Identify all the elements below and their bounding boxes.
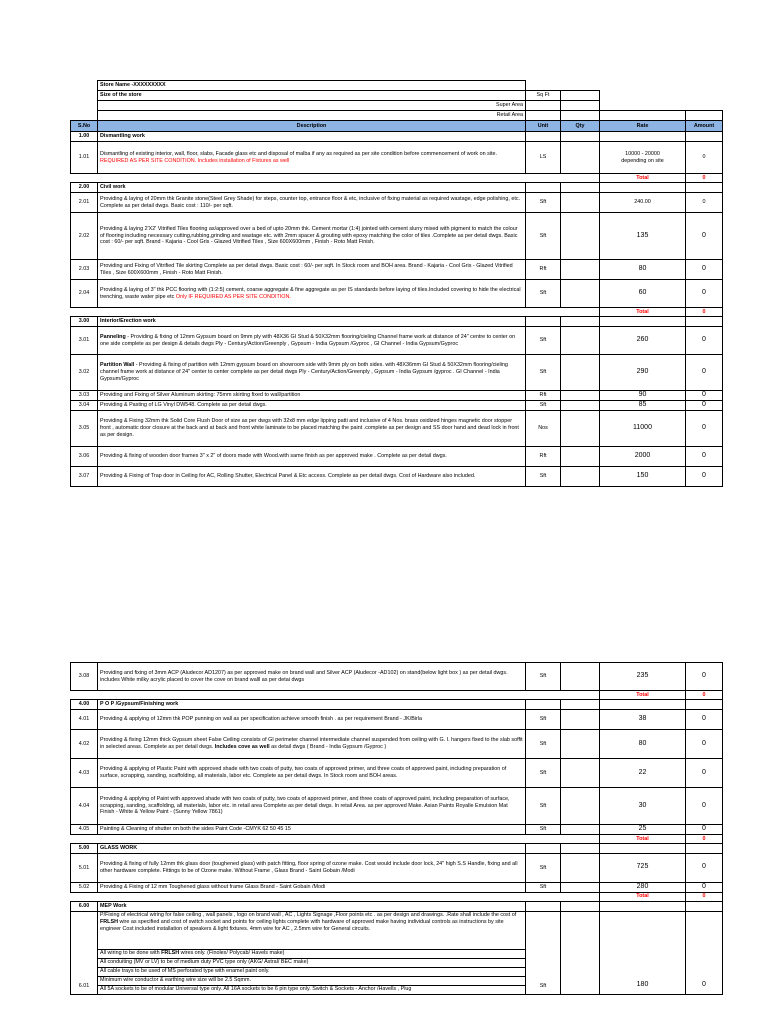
item-unit: LS [526,142,561,174]
item-rate: 135 [600,213,686,260]
item-rate: 38 [600,710,686,730]
section-number: 5.00 [71,843,98,853]
section-title: Interior/Erection work [98,317,526,327]
item-rate: 180 [600,911,686,994]
table-row [71,466,723,486]
item-amount: 0 [686,400,723,410]
table-row [71,882,723,892]
item-amount: 0 [686,355,723,391]
total-label: Total [600,892,686,901]
item-number: 4.04 [71,788,98,825]
col-unit: Unit [526,121,561,132]
table-row [71,355,723,391]
section-number: 3.00 [71,317,98,327]
item-unit: Sft [526,788,561,825]
item-amount: 0 [686,466,723,486]
item-number: 3.02 [71,355,98,391]
table-row [71,193,723,213]
item-description: Providing and Fixing of Silver Aluminum skirting: 75mm skirting fixed to wall/partition [98,391,526,401]
item-amount: 0 [686,213,723,260]
item-number: 3.03 [71,391,98,401]
section-title: Civil work [98,183,526,193]
item-rate: 30 [600,788,686,825]
section-header [71,132,723,142]
col-rate: Rate [600,121,686,132]
section-header [71,700,723,710]
item-description: Providing & fixing of fully 12mm thk glass door (toughened glass) with patch fitting, floor spring of ozone make. Cost would include door lock, 24" high S.S Handle, fixing and all other hardware complete. Fittings to be of Ozone make. Without Frame , Glass Brand - Saint Gobain /Modi [98,853,526,882]
item-unit: Sft [526,730,561,759]
item-number: 2.02 [71,213,98,260]
item-description: P/Fixing of electrical wiring for false ceiling , wall panels , logo on brand wall , AC , Lights Signage ,Floor points etc . as per design and drawings. .Rate shall include the cost of FRLSH wire as specified and cost of switch socket and points for ceiling lights complete with hardware of approved make having individual controls as instructions by site engineer Cost included installation of speakers & light fixtures. 4mm wire for AC , 2.5mm wire for General circuits. All wiring to be done with FRLSH wires only. (Finolex/ Polycab/ Havels make) All conduiting (MV or LV) to be of medium duty PVC type only (AKG/ Astral/ BEC make) All cable trays to be used of MS perforated type with enamel paint only. Minimum wire conductor & earthing wire size will be 2.5 Sqmm. All 5A sockets to be of modular Universal type only. All 16A sockets to be 6 pin type only. Switch & Sockets - Anchor /Havells , Plug [98,911,526,994]
item-number: 2.04 [71,280,98,308]
col-amount: Amount [686,121,723,132]
item-rate: 2000 [600,446,686,466]
store-size-label: Size of the store [98,91,526,101]
item-description: Providing & Pasting of LG Vinyl DW548. Complete as per detail dwgs. [98,400,526,410]
item-description: Painting & Cleaning of shutter on both the sides Paint Code -CMYK 62 50 45 15 [98,825,526,835]
item-unit: Sft [526,280,561,308]
item-number: 1.01 [71,142,98,174]
item-rate: 725 [600,853,686,882]
col-description: Description [98,121,526,132]
table-row [71,911,723,994]
table-row [71,280,723,308]
section-number: 1.00 [71,132,98,142]
item-rate: 260 [600,327,686,355]
item-number: 3.08 [71,663,98,691]
item-unit: Sft [526,400,561,410]
section-total-row [71,834,723,843]
item-unit: Rft [526,391,561,401]
item-description: Providing & Fixing 32mm thk Solid Core Flush Door of size as per dwgs with 32x8 mm edge lipping patti and inclusive of 4 Nos. brass oxidized hinges magnetic door stopper front , automatic door closure at the back and at back and front white laminate to be placed matching the paint .complete as per design and SS door hand and dead lock in front as per design. [98,410,526,446]
item-amount: 0 [686,327,723,355]
item-amount: 0 [686,759,723,788]
item-unit: Rft [526,260,561,280]
super-area-label: Super Area [98,101,526,111]
table-row [71,663,723,691]
item-rate: 60 [600,280,686,308]
item-rate: 150 [600,466,686,486]
section-header [71,183,723,193]
section-title: GLASS WORK [98,843,526,853]
item-rate: 235 [600,663,686,691]
item-number: 2.03 [71,260,98,280]
item-number: 3.07 [71,466,98,486]
total-label: Total [600,174,686,183]
item-description: Providing & Fixing of 12 mm Toughened glass without frame Glass Brand - Saint Gobain /Modi [98,882,526,892]
item-description: Providing & laying of 3" thk PCC flooring with (1:2:5) cement, coarse aggregate & fine aggregate as per IS standards before laying of tiles.Included covering to hide the electrical trenching, waste water pipe etc Only IF REQUIRED AS PER SITE CONDITION. [98,280,526,308]
table-row [71,391,723,401]
section-total-row [71,691,723,700]
table-row [71,260,723,280]
item-number: 5.01 [71,853,98,882]
item-unit: Sft [526,710,561,730]
item-amount: 0 [686,260,723,280]
section-total-row [71,892,723,901]
item-rate: 25 [600,825,686,835]
table-row [71,759,723,788]
section-title: P O P /Gypsum/Finishing work [98,700,526,710]
total-value: 0 [686,691,723,700]
total-value: 0 [686,892,723,901]
item-unit: Sft [526,193,561,213]
item-rate: 90 [600,391,686,401]
item-amount: 0 [686,710,723,730]
item-description: Providing & fixing of wooden door frames 3" x 2" of doors made with Wood.with same finish as per approved make . Complete as per detail dwgs. [98,446,526,466]
item-number: 4.01 [71,710,98,730]
section-header [71,843,723,853]
item-description: Panneling - Providing & fixing of 12mm Gypsum board on 9mm ply with 48X36 GI Stud & 50X32mm flooring/cieling Channel frame work at distance of 24" centre to center on one side complete as per design & details dwgs Ply - Century/Action/Greenply , Gypsum - India Gypsum /Gyproc , GI Channel - India Gypsum/Gyproc [98,327,526,355]
item-amount: 0 [686,193,723,213]
item-description: Providing & applying of Plastic Paint with approved shade with two coats of putty, two coats of approved primer, and three coats of approved paint, including preparation of surface, scrapping, sanding, scaffolding, all materials, labor etc. Complete as per detail dwgs. In Stock room and BOH areas. [98,759,526,788]
item-rate: 280 [600,882,686,892]
table-row [71,327,723,355]
item-unit: Sft [526,663,561,691]
total-value: 0 [686,834,723,843]
total-label: Total [600,834,686,843]
item-unit: Sft [526,911,561,994]
table-row [71,853,723,882]
item-unit: Sft [526,327,561,355]
table-row [71,825,723,835]
retail-area-label: Retail Area [98,111,526,121]
section-total-row [71,174,723,183]
item-rate: 11000 [600,410,686,446]
total-label: Total [600,308,686,317]
section-title: MEP Work [98,901,526,911]
item-description: Providing & laying of 20mm thk Granite stone(Steel Grey Shade) for steps, counter top, entrance floor & etc, inclusive of fixing material as required wastage, edge polishing, etc. Complete as per detail dwgs. Basic cost : 110/- per sqft. [98,193,526,213]
item-description: Providing & laying 2'X2' Vitrified Tiles flooring as/approved over a bed of upto 20mm thk. Cement mortar (1:4) jointed with cement slurry mixed with pigment to match the colour of flooring including necessary cutting,rubbing,grinding and wastage etc. with 2mm spacer & grouting with epoxy matching the color of tiles .Complete as per detail dwgs. Basic cost : 60/- per sqft. Brand - Kajaria - Cool Gris - Glazed Vitrified Tiles , Size 600X600mm , Finish - Roto Matt Finish. [98,213,526,260]
item-unit: Sft [526,466,561,486]
item-unit: Sft [526,882,561,892]
item-number: 3.06 [71,446,98,466]
item-description: Providing & fixing 12mm thick Gypsum sheet False Ceiling consists of GI perimeter channel intermediate channel suspended from ceiling with G. I. hangers fixed to the slab soffit in selected areas. Complete as per detail dwgs. Includes cove as well as detail dwgs ( Brand - India Gypsum /Gyproc ) [98,730,526,759]
item-description: Partition Wall - Providing & fixing of partition with 12mm gypsum board on showroom side with 9mm ply on both sides. with 48X36mm GI Stud & 50X32mm flooring/cieling channel frame work at distance of 24" center to center complete as per detail dwgs Ply - Century/Action/Greenply , Gypsum - India Gypsum /gyproc . GI Channel - India Gypsum/Gyproc [98,355,526,391]
item-rate: 22 [600,759,686,788]
item-description: Providing and Fixing of Vitrified Tile skirting Complete as per detail dwgs. Basic cost : 60/- per sqft. In Stock room and BOH area. Brand - Kajaria - Cool Gris - Glazed Vitrified Tiles , Size 600X600mm , Finish - Roto Matt Finish. [98,260,526,280]
item-number: 4.02 [71,730,98,759]
item-amount: 0 [686,788,723,825]
item-description: Providing and fixing of 3mm ACP (Aludecor AD1207) as per approved make on brand wall and Silver ACP (Aludecor -AD102) on stand(below light box ) as per detail dwgs. includes White milky acrylic placed to cover the cove on brand walll as per detai dwgs [98,663,526,691]
item-amount: 0 [686,391,723,401]
table-row [71,710,723,730]
total-value: 0 [686,308,723,317]
section-header [71,317,723,327]
item-rate: 80 [600,730,686,759]
table-row [71,142,723,174]
item-rate: 10000 - 20000 depending on site [600,142,686,174]
item-amount: 0 [686,142,723,174]
table-header [71,121,723,132]
item-number: 4.03 [71,759,98,788]
item-amount: 0 [686,882,723,892]
item-unit: Sft [526,759,561,788]
item-unit: Sft [526,355,561,391]
item-number: 6.01 [71,911,98,994]
section-header [71,901,723,911]
sqft-unit: Sq Ft [526,91,561,101]
item-number: 2.01 [71,193,98,213]
item-description: Providing & Fixing of Trap door in Ceiling for AC, Rolling Shutter, Electrical Panel & Etc access. Complete as per detail dwgs. Cost of Hardware also included. [98,466,526,486]
item-number: 5.02 [71,882,98,892]
total-value: 0 [686,174,723,183]
item-rate: 240.00 [600,193,686,213]
col-sno: S.No [71,121,98,132]
item-amount: 0 [686,911,723,994]
item-unit: Rft [526,446,561,466]
section-title: Dismantling work [98,132,526,142]
item-description: Dismantling of existing interior, wall, floor, slabs, Facade glass etc and disposal of malba if any as required as per site condition before commencement of work on site. REQUIRED AS PER SITE CONDITION. Includes installation of Fixtures as well [98,142,526,174]
item-number: 3.04 [71,400,98,410]
table-row [71,410,723,446]
item-amount: 0 [686,730,723,759]
table-row [71,788,723,825]
item-rate: 85 [600,400,686,410]
col-qty: Qty [561,121,600,132]
item-amount: 0 [686,410,723,446]
table-row [71,400,723,410]
section-number: 4.00 [71,700,98,710]
item-rate: 290 [600,355,686,391]
table-row [71,730,723,759]
item-unit: Nos [526,410,561,446]
item-amount: 0 [686,663,723,691]
item-amount: 0 [686,446,723,466]
item-rate: 80 [600,260,686,280]
item-unit: Sft [526,213,561,260]
boq-table-page-1 [70,80,723,487]
boq-table-page-2 [70,662,723,995]
item-amount: 0 [686,825,723,835]
item-number: 3.01 [71,327,98,355]
item-description: Providing & applying of Paint with approved shade with two coats of putty, two coats of approved primer, and three coats of approved paint, including preparation of surface, scrapping, sanding, scaffolding, all materials, labor etc. in retail area Complete as per detail dwgs. In retail Area. as per approved Make. Asian Paints Royalle Emulsion Mat Finish - White & Yellow Paint - (Sunny Yellow 7861) [98,788,526,825]
store-name: Store Name -XXXXXXXXX [98,81,526,91]
table-row [71,446,723,466]
total-label: Total [600,691,686,700]
section-number: 2.00 [71,183,98,193]
item-number: 4.05 [71,825,98,835]
item-amount: 0 [686,280,723,308]
item-amount: 0 [686,853,723,882]
item-unit: Sft [526,825,561,835]
item-description: Providing & applying of 12mm thk POP punning on wall as per specification achieve smooth finish . as per requirement Brand - JK/Birla [98,710,526,730]
item-number: 3.05 [71,410,98,446]
item-unit: Sft [526,853,561,882]
section-number: 6.00 [71,901,98,911]
section-total-row [71,308,723,317]
table-row [71,213,723,260]
